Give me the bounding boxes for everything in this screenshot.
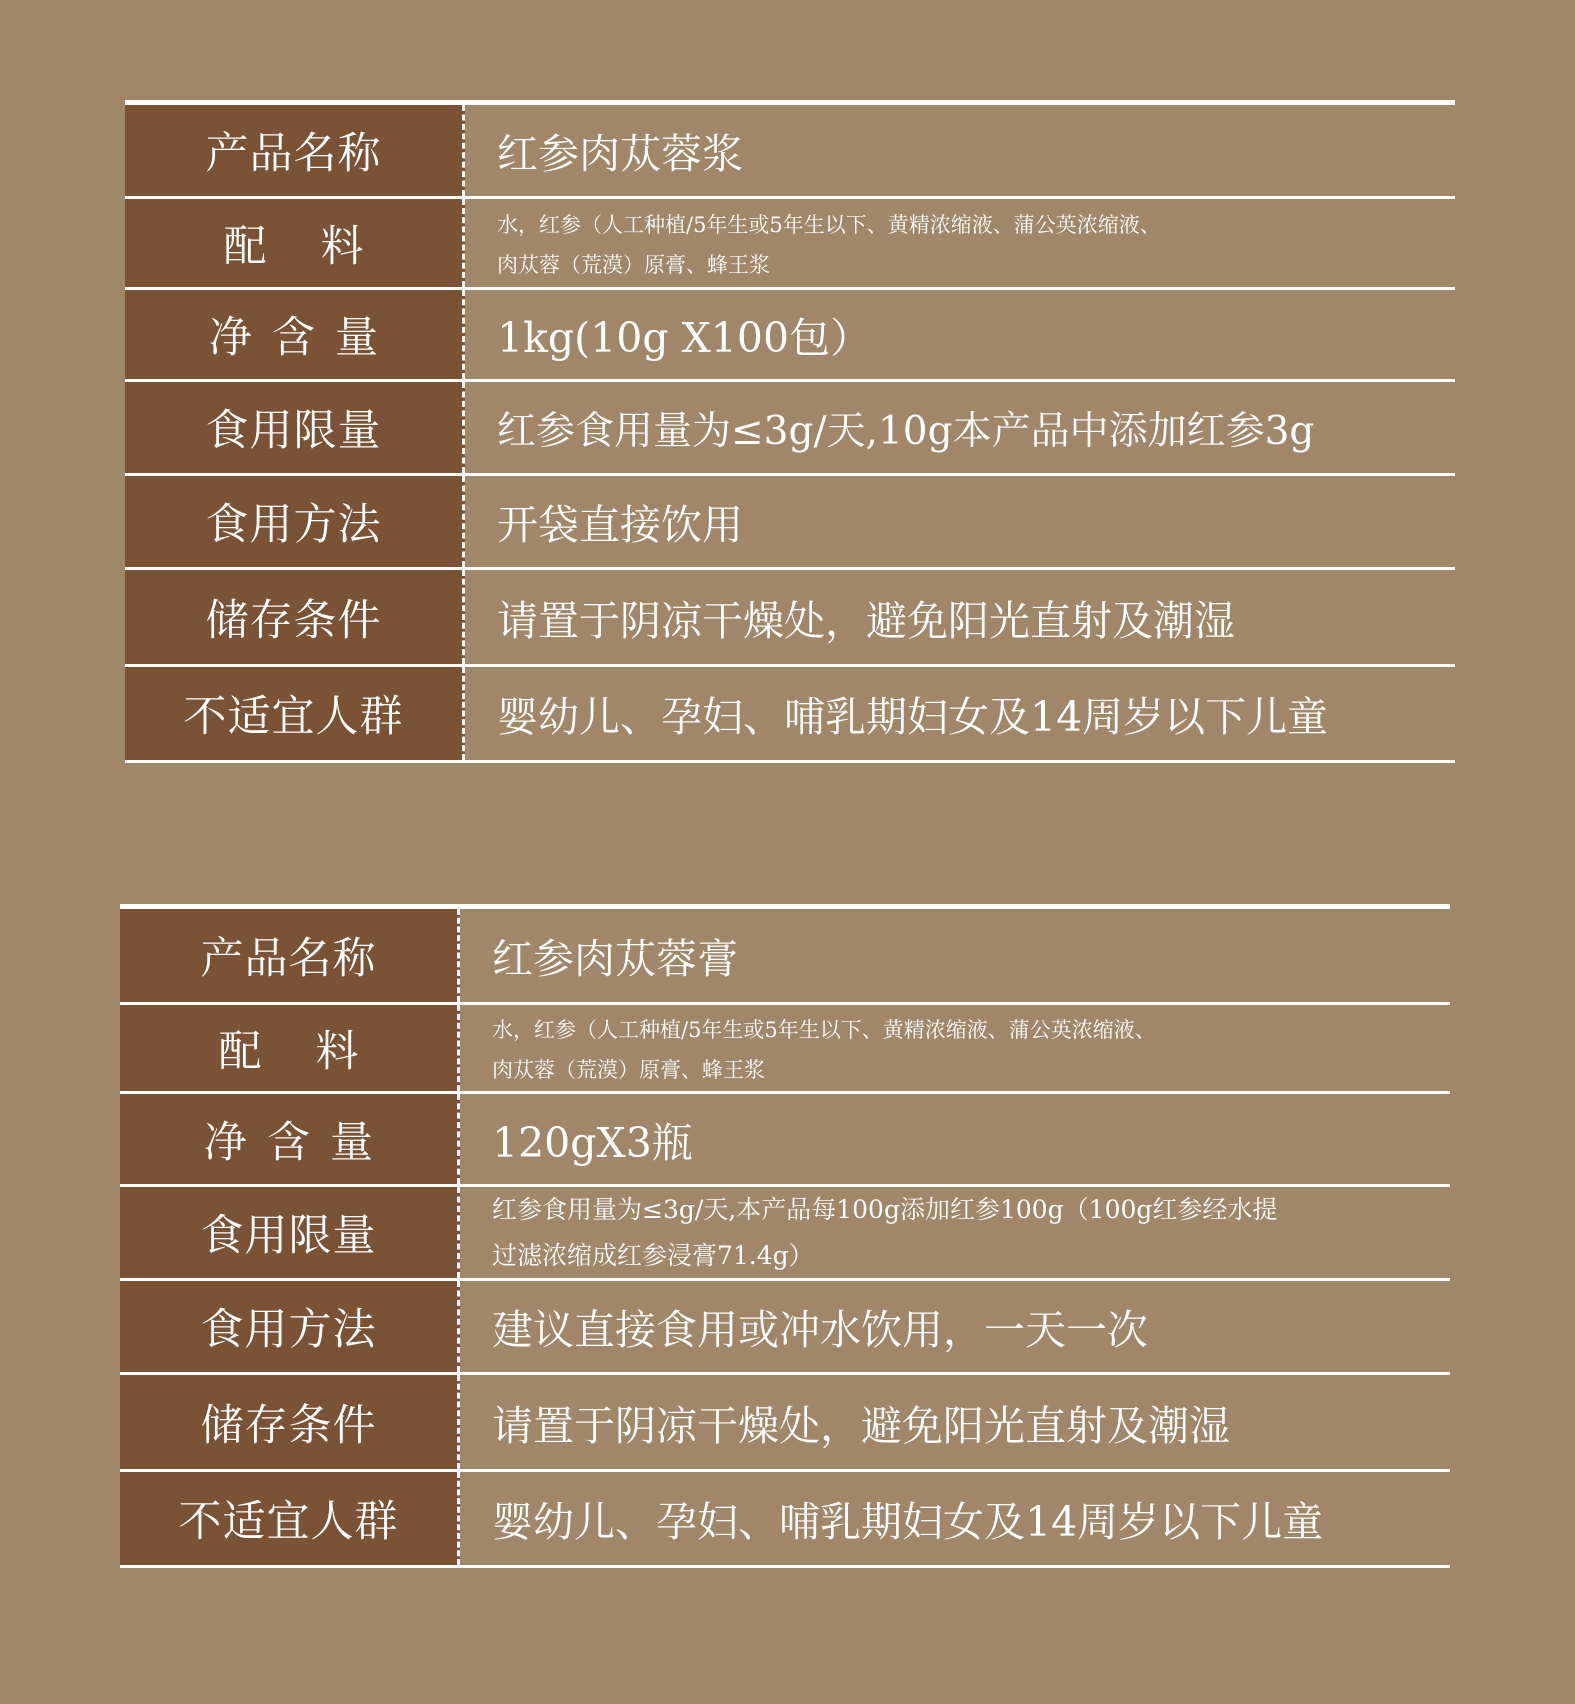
value-unsuitable: 婴幼儿、孕妇、哺乳期妇女及14周岁以下儿童 bbox=[492, 1498, 1324, 1546]
value-storage: 请置于阴凉干燥处，避免阳光直射及潮湿 bbox=[497, 596, 1235, 645]
label-storage: 储存条件 bbox=[125, 570, 465, 664]
label-ingredients: 配料 bbox=[125, 199, 465, 287]
label-ingredients: 配料 bbox=[120, 1005, 460, 1091]
row-ingredients bbox=[125, 199, 1455, 290]
value-net-content: 1kg(10g X100包） bbox=[497, 314, 872, 362]
row-intake-limit bbox=[120, 1187, 1450, 1281]
intake-limit-line-2: 过滤浓缩成红参浸膏71.4g） bbox=[492, 1240, 814, 1270]
label-unsuitable: 不适宜人群 bbox=[125, 667, 465, 760]
row-unsuitable bbox=[120, 1472, 1450, 1568]
value-product-name: 红参肉苁蓉膏 bbox=[492, 935, 738, 983]
value-ingredients bbox=[465, 199, 1455, 287]
ingredients-line-2: 肉苁蓉（荒漠）原膏、蜂王浆 bbox=[492, 1058, 765, 1082]
ingredients-line-2: 肉苁蓉（荒漠）原膏、蜂王浆 bbox=[497, 253, 770, 277]
ingredients-line-1: 水，红参（人工种植/5年生或5年生以下、黄精浓缩液、蒲公英浓缩液、 bbox=[497, 213, 1161, 237]
value-ingredients bbox=[460, 1005, 1450, 1091]
value-product-name: 红参肉苁蓉浆 bbox=[497, 130, 743, 178]
row-product-name bbox=[125, 105, 1455, 199]
label-net-content: 净含量 bbox=[125, 290, 465, 379]
row-net-content bbox=[125, 290, 1455, 382]
row-net-content bbox=[120, 1094, 1450, 1187]
label-usage: 食用方法 bbox=[125, 476, 465, 567]
row-unsuitable bbox=[125, 667, 1455, 763]
value-unsuitable: 婴幼儿、孕妇、哺乳期妇女及14周岁以下儿童 bbox=[497, 693, 1329, 741]
label-unsuitable: 不适宜人群 bbox=[120, 1472, 460, 1565]
ingredients-line-1: 水，红参（人工种植/5年生或5年生以下、黄精浓缩液、蒲公英浓缩液、 bbox=[492, 1018, 1156, 1042]
value-usage: 开袋直接饮用 bbox=[497, 501, 743, 549]
label-storage: 储存条件 bbox=[120, 1375, 460, 1469]
intake-limit-line-1: 红参食用量为≤3g/天,本产品每100g添加红参100g（100g红参经水提 bbox=[492, 1194, 1278, 1224]
label-net-content: 净含量 bbox=[120, 1094, 460, 1184]
row-usage bbox=[120, 1281, 1450, 1375]
value-usage: 建议直接食用或冲水饮用，一天一次 bbox=[492, 1306, 1148, 1354]
row-ingredients bbox=[120, 1005, 1450, 1094]
value-intake-limit: 红参食用量为≤3g/天,10g本产品中添加红参3g bbox=[497, 408, 1315, 454]
row-storage bbox=[120, 1375, 1450, 1472]
value-intake-limit bbox=[460, 1187, 1450, 1278]
value-storage: 请置于阴凉干燥处，避免阳光直射及潮湿 bbox=[492, 1401, 1230, 1450]
row-product-name bbox=[120, 909, 1450, 1005]
label-product-name: 产品名称 bbox=[125, 105, 465, 196]
row-usage bbox=[125, 476, 1455, 570]
label-product-name: 产品名称 bbox=[120, 909, 460, 1002]
label-usage: 食用方法 bbox=[120, 1281, 460, 1372]
spec-table-paste-jar bbox=[120, 904, 1450, 1568]
row-storage bbox=[125, 570, 1455, 667]
row-intake-limit bbox=[125, 382, 1455, 476]
label-intake-limit: 食用限量 bbox=[125, 382, 465, 473]
spec-table-paste bbox=[125, 100, 1455, 763]
value-net-content: 120gX3瓶 bbox=[492, 1118, 693, 1167]
label-intake-limit: 食用限量 bbox=[120, 1187, 460, 1278]
